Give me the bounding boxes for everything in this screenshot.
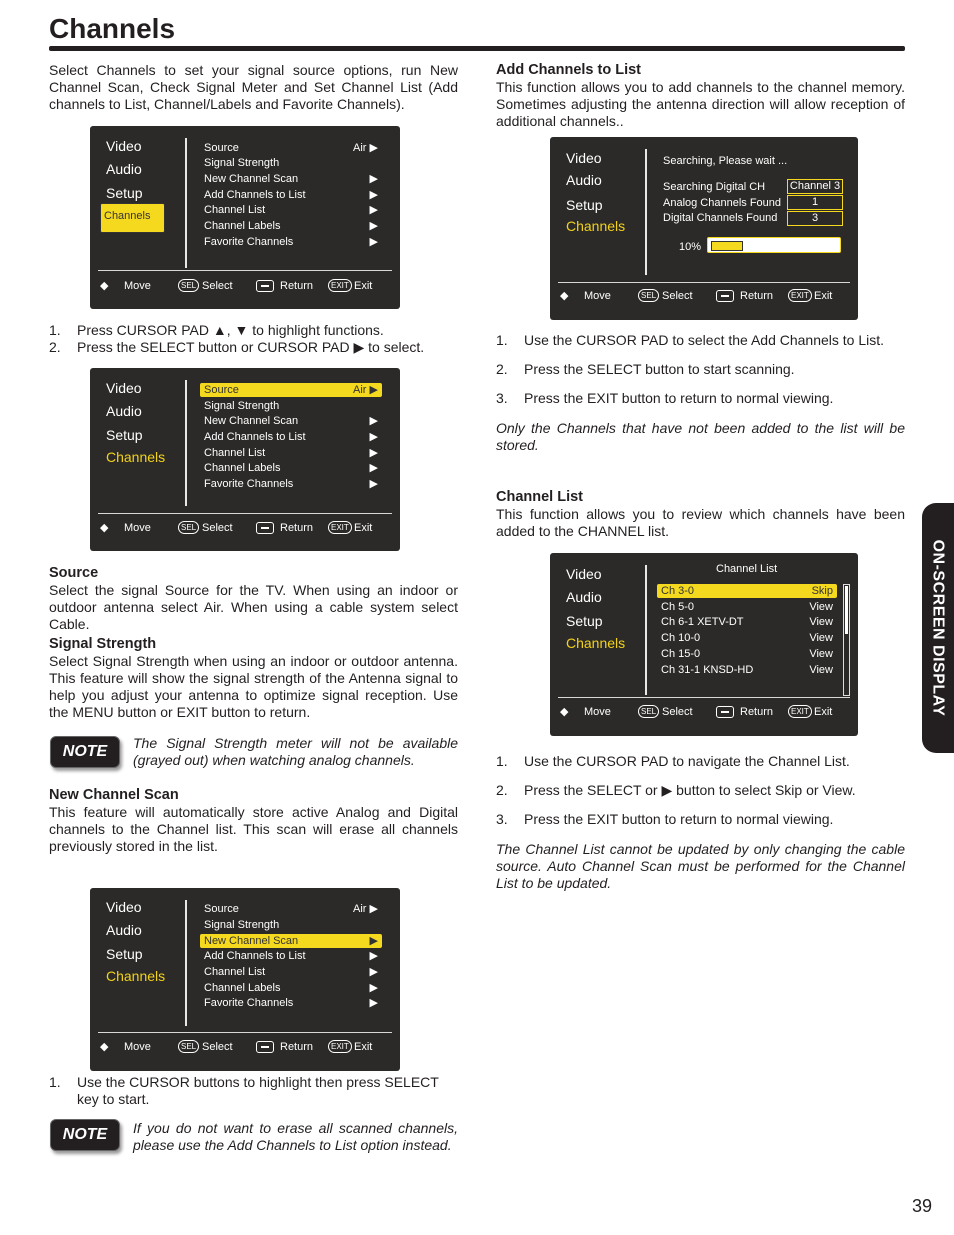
scrollbar-thumb[interactable] (845, 586, 848, 634)
menu-channels[interactable]: Channels (566, 635, 626, 651)
signal-text: Select Signal Strength when using an indoor or outdoor antenna. This feature will show the signal strength of the Antenna signal to help you adjust your antenna to optimize signal reception. Use the MENU button or EXIT button to return. (49, 653, 458, 720)
menu-item-add[interactable]: Add Channels to List ▶ (204, 431, 378, 443)
progress-fill (711, 241, 743, 251)
move-icon: ◆ (100, 522, 109, 534)
return-icon (256, 280, 274, 292)
note-badge: NOTE (50, 736, 120, 768)
channel-list-title: Channel List (716, 563, 778, 575)
footer-divider (558, 282, 850, 283)
menu-video[interactable]: Video (566, 566, 602, 582)
menu-item-signal[interactable]: Signal Strength (204, 400, 280, 412)
source-value: Air ▶ (353, 142, 378, 154)
sel-icon: SEL (178, 1040, 199, 1053)
return-icon (716, 290, 734, 302)
sel-icon: SEL (178, 521, 199, 534)
menu-setup[interactable]: Setup (106, 427, 143, 443)
menu-item-signal[interactable]: Signal Strength (204, 919, 280, 931)
list-note: The Channel List cannot be updated by only changing the cable source. Auto Channel Scan must be performed for the Channel List to be updated. (496, 841, 905, 891)
menu-item-favorites[interactable]: Favorite Channels ▶ (204, 236, 378, 248)
menu-video[interactable]: Video (566, 150, 602, 166)
menu-audio[interactable]: Audio (106, 403, 142, 419)
footer-divider (98, 1032, 392, 1033)
section-tab (922, 503, 954, 753)
list-item: 3. Press the EXIT button to return to normal viewing. (496, 390, 834, 406)
steps-scan (49, 1074, 458, 1108)
sel-icon: SEL (638, 289, 659, 302)
menu-item-labels[interactable]: Channel Labels ▶ (204, 462, 378, 474)
menu-item-list[interactable]: Channel List ▶ (204, 447, 378, 459)
menu-audio[interactable]: Audio (106, 922, 142, 938)
move-icon: ◆ (560, 706, 569, 718)
exit-icon: EXIT (788, 705, 812, 718)
menu-item-signal[interactable]: Signal Strength (204, 157, 280, 169)
progress-label: 10% (679, 241, 702, 253)
scan-text: This feature will automatically store active Analog and Digital channels to the Channel list. This scan will erase all channels previously stored in the list. (49, 804, 458, 854)
scrollbar[interactable] (843, 584, 850, 696)
sel-icon: SEL (178, 279, 199, 292)
menu-item-scan[interactable]: New Channel Scan ▶ (204, 173, 378, 185)
channel-row[interactable]: Ch 3-0 Skip (657, 584, 837, 598)
source-heading: Source (49, 565, 99, 581)
section-tab-label: ON-SCREEN DISPLAY (929, 539, 947, 717)
list-item: 1. Use the CURSOR PAD to select the Add Channels to List. (496, 332, 885, 348)
menu-item-scan[interactable]: New Channel Scan ▶ (200, 934, 382, 948)
menu-channels[interactable]: Channels (100, 203, 165, 233)
menu-audio[interactable]: Audio (566, 172, 602, 188)
return-icon (256, 1041, 274, 1053)
menu-item-scan[interactable]: New Channel Scan ▶ (204, 415, 378, 427)
add-text: This function allows you to add channels to the channel memory. Sometimes adjusting the antenna direction will allow reception of additional channels.. (496, 79, 905, 129)
menu-video[interactable]: Video (106, 138, 142, 154)
analog-label: Analog Channels Found (663, 197, 782, 209)
menu-item-favorites[interactable]: Favorite Channels ▶ (204, 997, 378, 1009)
footer-divider (98, 270, 392, 271)
menu-item-add[interactable]: Add Channels to List ▶ (204, 950, 378, 962)
footer-divider (558, 697, 850, 698)
menu-divider (185, 138, 187, 268)
channel-row[interactable]: Ch 10-0 View (661, 632, 833, 644)
menu-item-favorites[interactable]: Favorite Channels ▶ (204, 478, 378, 490)
steps-highlight (49, 322, 458, 356)
search-row-label: Searching Digital CH (663, 181, 766, 193)
footer-divider (98, 513, 392, 514)
page-title: Channels (49, 13, 176, 44)
move-icon: ◆ (560, 290, 569, 302)
menu-channels[interactable]: Channels (106, 449, 166, 465)
steps-add (496, 332, 905, 407)
menu-item-list[interactable]: Channel List ▶ (204, 204, 378, 216)
menu-audio[interactable]: Audio (566, 589, 602, 605)
exit-icon: EXIT (328, 521, 352, 534)
list-item: 2. Press the SELECT or ▶ button to select Skip or View. (496, 782, 856, 798)
menu-setup[interactable]: Setup (106, 185, 143, 201)
note-scan: If you do not want to erase all scanned channels, please use the Add Channels to List option instead. (133, 1120, 458, 1153)
list-item: 3. Press the EXIT button to return to normal viewing. (496, 811, 834, 827)
page-number: 39 (912, 1196, 933, 1216)
menu-divider (645, 565, 647, 695)
list-heading: Channel List (496, 489, 584, 505)
return-icon (716, 706, 734, 718)
menu-item-label: Source (204, 142, 239, 154)
channel-row[interactable]: Ch 15-0 View (661, 648, 833, 660)
intro-text: Select Channels to set your signal source options, run New Channel Scan, Check Signal Meter and Set Channel List (Add channels to List, Channel/Labels and Favorite Channels). (49, 62, 458, 112)
searching-text: Searching, Please wait ... (663, 155, 788, 167)
exit-icon: EXIT (328, 279, 352, 292)
sel-icon: SEL (638, 705, 659, 718)
menu-panel-2: Video Audio Setup Channels Source Air ▶ Signal Strength New Channel Scan ▶ Add Channels to List ▶ Channel List ▶ Channel Labels ▶ Favorite Channels ▶ ◆ Move SEL Select Return EXIT Exit (90, 368, 400, 551)
menu-channels[interactable]: Channels (566, 218, 626, 234)
menu-setup[interactable]: Setup (566, 197, 603, 213)
note-signal: The Signal Strength meter will not be available (grayed out) when watching analog channels. (133, 735, 458, 768)
menu-setup[interactable]: Setup (566, 613, 603, 629)
menu-item-list[interactable]: Channel List ▶ (204, 966, 378, 978)
menu-item-labels[interactable]: Channel Labels ▶ (204, 220, 378, 232)
note-badge: NOTE (50, 1119, 120, 1151)
list-item: 2. Press the SELECT button or CURSOR PAD ▶ to select. (49, 339, 425, 355)
move-icon: ◆ (100, 280, 109, 292)
menu-item-source[interactable]: Source Air ▶ (204, 903, 378, 915)
analog-value: 1 (787, 195, 843, 210)
list-item: 1. Use the CURSOR PAD to navigate the Channel List. (496, 753, 850, 769)
exit-icon: EXIT (788, 289, 812, 302)
menu-divider (645, 149, 647, 275)
title-rule (49, 46, 905, 51)
list-item: 2. Press the SELECT button to start scanning. (496, 361, 795, 377)
return-icon (256, 522, 274, 534)
menu-item-source[interactable]: Source Air ▶ (200, 383, 382, 397)
menu-item-source[interactable] (200, 141, 382, 155)
channel-row[interactable]: Ch 5-0 View (661, 601, 833, 613)
menu-item-add[interactable]: Add Channels to List ▶ (204, 189, 378, 201)
list-item: 1. Press CURSOR PAD ▲, ▼ to highlight functions. (49, 322, 384, 338)
channel-row[interactable]: Ch 31-1 KNSD-HD View (661, 664, 833, 676)
menu-video[interactable]: Video (106, 899, 142, 915)
menu-divider (185, 380, 187, 506)
search-row-value: Channel 3 (787, 179, 843, 194)
add-heading: Add Channels to List (496, 62, 641, 78)
menu-channels[interactable]: Channels (106, 968, 166, 984)
scan-heading: New Channel Scan (49, 787, 179, 803)
source-text: Select the signal Source for the TV. When using an indoor or outdoor antenna select Air. When using a cable system select Cable. (49, 582, 458, 632)
signal-heading: Signal Strength (49, 636, 157, 652)
channel-row[interactable]: Ch 6-1 XETV-DT View (661, 616, 833, 628)
digital-value: 3 (787, 211, 843, 226)
menu-panel-1: Video Audio Setup Channels Source Air ▶ Signal Strength New Channel Scan ▶ Add Channels to List ▶ Channel List ▶ Channel Labels ▶ Favorite Channels ▶ ◆ Move SEL Select Return EXIT Exit (90, 126, 400, 309)
menu-item-labels[interactable]: Channel Labels ▶ (204, 982, 378, 994)
menu-audio[interactable]: Audio (106, 161, 142, 177)
list-item: 1. Use the CURSOR buttons to highlight then press SELECT key to start. (49, 1074, 439, 1107)
menu-video[interactable]: Video (106, 380, 142, 396)
progress-bar (707, 237, 841, 253)
steps-list (496, 753, 905, 828)
menu-divider (185, 900, 187, 1026)
exit-icon: EXIT (328, 1040, 352, 1053)
search-panel: Video Audio Setup Channels Searching, Please wait ... Searching Digital CH Channel 3 Analog Channels Found 1 Digital Channels Found 3 10% ◆ Move SEL Select Return EXIT Exit (550, 137, 858, 320)
move-icon: ◆ (100, 1041, 109, 1053)
digital-label: Digital Channels Found (663, 212, 778, 224)
add-note: Only the Channels that have not been added to the list will be stored. (496, 420, 905, 453)
list-text: This function allows you to review which channels have been added to the CHANNEL list. (496, 506, 905, 539)
menu-panel-3: Video Audio Setup Channels Source Air ▶ Signal Strength New Channel Scan ▶ Add Channels to List ▶ Channel List ▶ Channel Labels ▶ Favorite Channels ▶ ◆ Move SEL Select Return EXIT Exit (90, 888, 400, 1071)
menu-setup[interactable]: Setup (106, 946, 143, 962)
channel-list-panel: Video Audio Setup Channels Channel List Ch 3-0 Skip Ch 5-0 View Ch 6-1 XETV-DT View Ch 10-0 View Ch 15-0 View Ch 31-1 KNSD-HD View ◆ Move SEL Select Return EXIT Exit (550, 553, 858, 736)
